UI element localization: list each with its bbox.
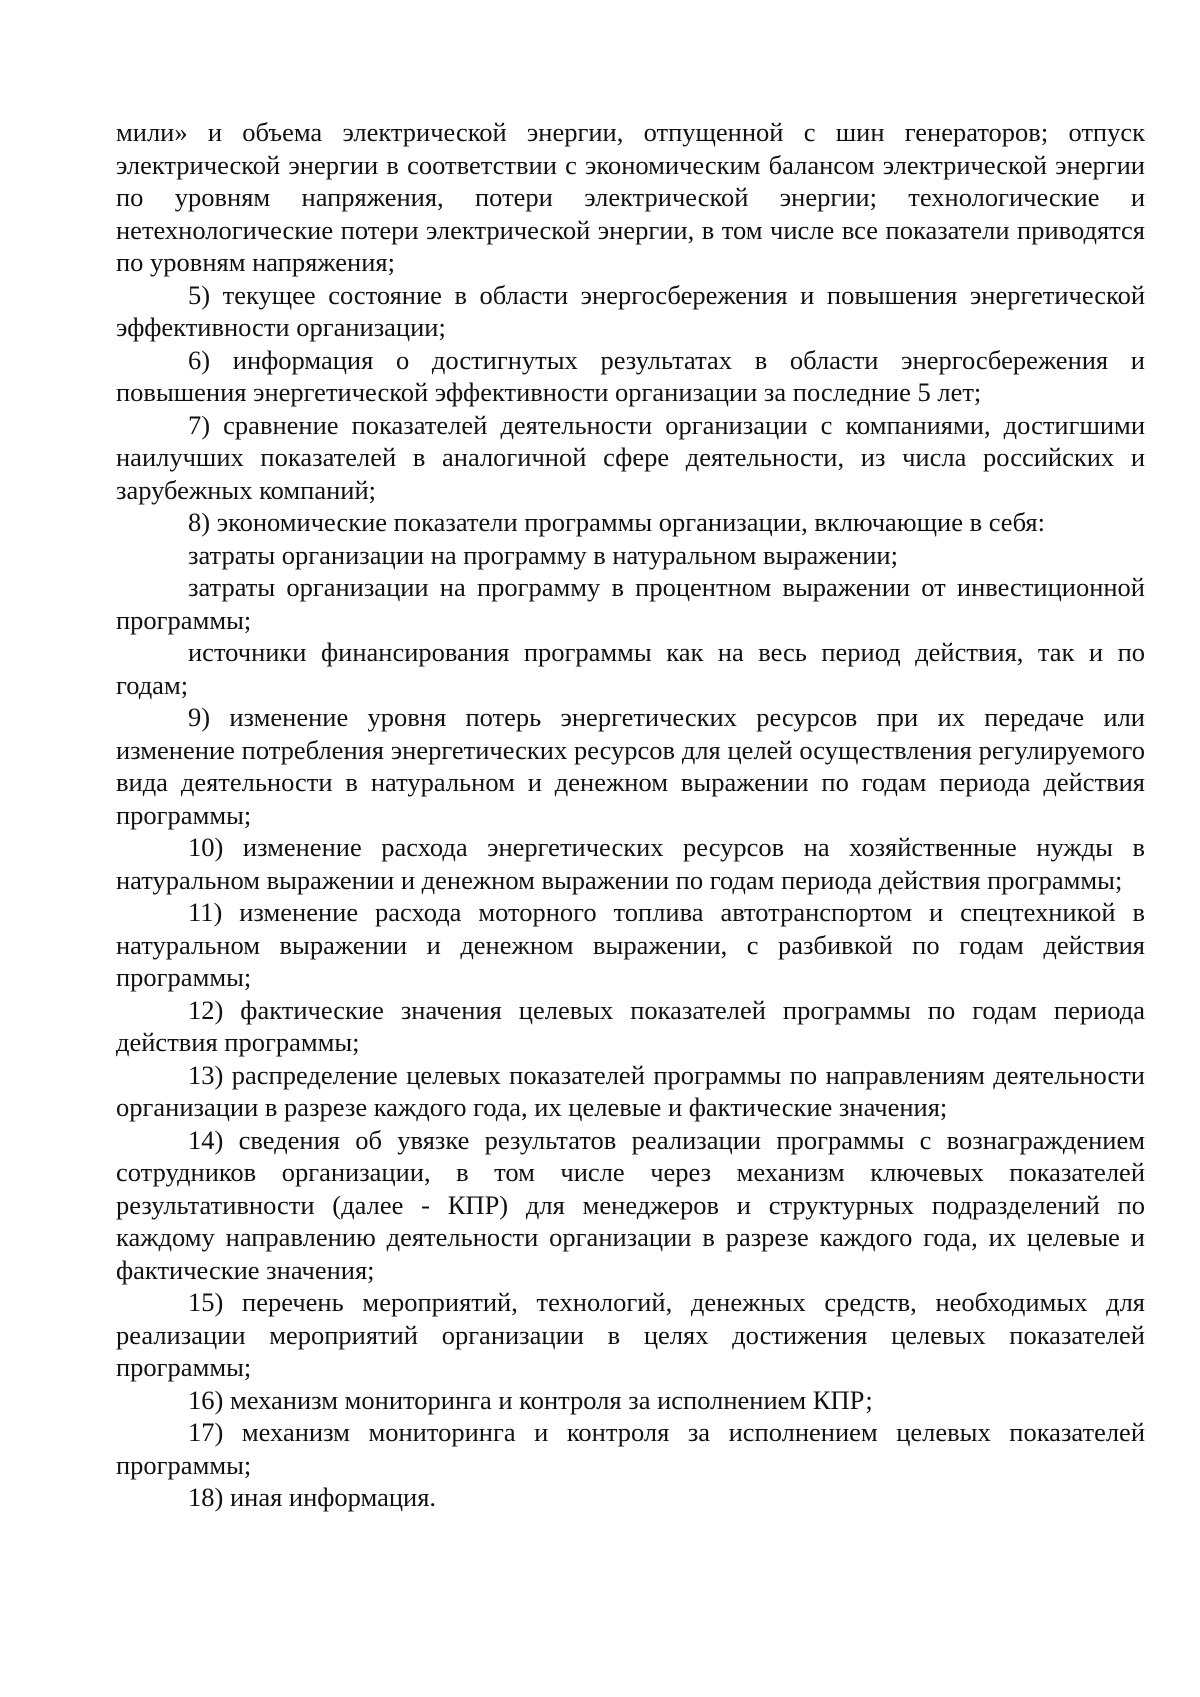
paragraph-item-8-sub-2: затраты организации на программу в процентном выражении от инвестиционной программы; [116,572,1145,635]
paragraph-item-16: 16) механизм мониторинга и контроля за исполнением КПР; [188,1384,873,1415]
paragraph-item-17: 17) механизм мониторинга и контроля за исполнением целевых показателей программы; [116,1417,1145,1480]
paragraph-item-8-sub-3: источники финансирования программы как на весь период действия, так и по годам; [116,637,1145,700]
paragraph-item-8: 8) экономические показатели программы организации, включающие в себя: [188,507,1045,537]
paragraph-item-6: 6) информация о достигнутых результатах в области энергосбережения и повышения энергетической эффективности организации за последние 5 лет; [116,344,1145,407]
paragraph-item-18: 18) иная информация. [188,1482,437,1512]
paragraph-item-5: 5) текущее состояние в области энергосбережения и повышения энергетической эффективности организации; [116,279,1145,342]
paragraph-item-12: 12) фактические значения целевых показателей программы по годам периода действия программы; [116,994,1145,1057]
paragraph-item-10: 10) изменение расхода энергетических ресурсов на хозяйственные нужды в натуральном выражении и денежном выражении по годам периода действия программы; [116,832,1145,895]
paragraph-item-15: 15) перечень мероприятий, технологий, денежных средств, необходимых для реализации мероприятий организации в целях достижения целевых показателей программы; [116,1287,1145,1382]
paragraph-item-8-sub-1: затраты организации на программу в натуральном выражении; [188,539,898,570]
paragraph-item-9: 9) изменение уровня потерь энергетических ресурсов при их передаче или изменение потребления энергетических ресурсов для целей осуществления регулируемого вида деятельности в натуральном и денежном выражении по годам периода действия программы; [116,702,1145,830]
paragraph-item-7: 7) сравнение показателей деятельности организации с компаниями, достигшими наилучших показателей в аналогичной сфере деятельности, из числа российских и зарубежных компаний; [116,409,1145,505]
document-body [116,116,1145,1514]
paragraph-continuation: мили» и объема электрической энергии, отпущенной с шин генераторов; отпуск электрической энергии в соответствии с экономическим балансом электрической энергии по уровням напряжения, потери электрической энергии; технологические и нетехнологические потери электрической энергии, в том числе все показатели приводятся по уровням напряжения; [116,117,1145,277]
paragraph-item-11: 11) изменение расхода моторного топлива автотранспортом и спецтехникой в натуральном выражении и денежном выражении, с разбивкой по годам действия программы; [116,897,1145,992]
paragraph-item-14: 14) сведения об увязке результатов реализации программы с вознаграждением сотрудников организации, в том числе через механизм ключевых показателей результативности (далее - КПР) для менеджеров и структурных подразделений по каждому направлению деятельности организации в разрезе каждого года, их целевые и фактические значения; [116,1124,1145,1285]
paragraph-item-13: 13) распределение целевых показателей программы по направлениям деятельности организации в разрезе каждого года, их целевые и фактические значения; [116,1059,1145,1122]
